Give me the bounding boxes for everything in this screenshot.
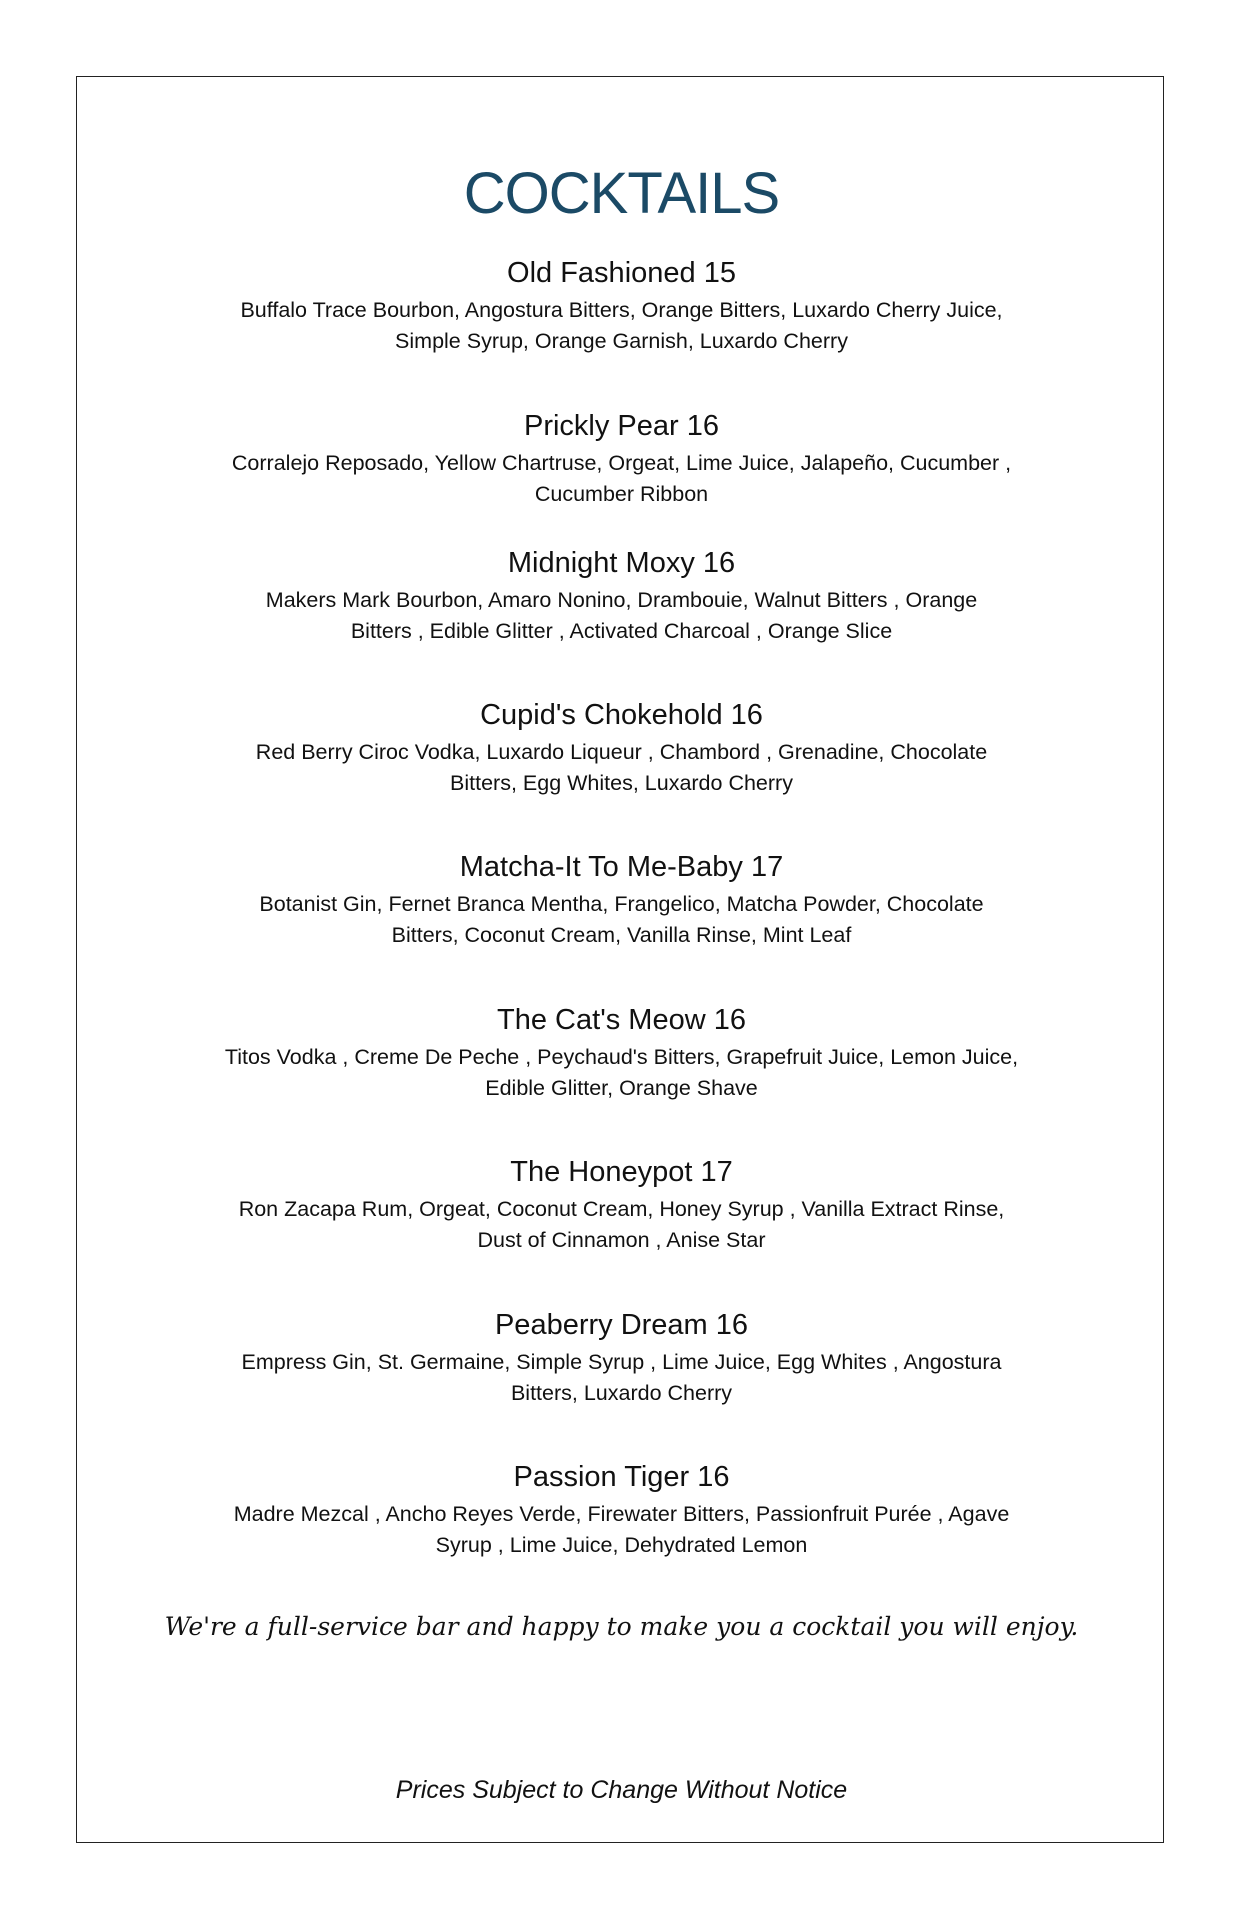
description-line: Simple Syrup, Orange Garnish, Luxardo Cherry xyxy=(395,329,848,353)
item-description xyxy=(150,1499,1093,1561)
item-name: Matcha-It To Me-Baby 17 xyxy=(459,851,784,883)
description-line: Titos Vodka , Creme De Peche , Peychaud's Bitters, Grapefruit Juice, Lemon Juice, xyxy=(224,1045,1019,1069)
description-line: Empress Gin, St. Germaine, Simple Syrup , Lime Juice, Egg Whites , Angostura xyxy=(241,1350,1002,1374)
description-line: Red Berry Ciroc Vodka, Luxardo Liqueur , Chambord , Grenadine, Chocolate xyxy=(255,740,988,764)
description-line: Syrup , Lime Juice, Dehydrated Lemon xyxy=(435,1533,808,1557)
prices-disclaimer: Prices Subject to Change Without Notice xyxy=(395,1776,848,1804)
description-line: Dust of Cinnamon , Anise Star xyxy=(477,1228,766,1252)
description-line: Bitters, Luxardo Cherry xyxy=(510,1381,733,1405)
item-description xyxy=(150,585,1093,647)
menu-item xyxy=(150,255,1093,357)
description-line: Cucumber Ribbon xyxy=(534,482,709,506)
item-name: Prickly Pear 16 xyxy=(523,410,719,442)
item-description xyxy=(150,737,1093,799)
full-service-note: We're a full-service bar and happy to make you a cocktail you will enjoy. xyxy=(164,1612,1079,1641)
menu-item xyxy=(150,849,1093,951)
description-line: Corralejo Reposado, Yellow Chartruse, Orgeat, Lime Juice, Jalapeño, Cucumber , xyxy=(231,451,1012,475)
item-description xyxy=(150,889,1093,951)
menu-item xyxy=(150,1307,1093,1409)
menu-item xyxy=(150,697,1093,799)
item-name: The Honeypot 17 xyxy=(510,1156,733,1188)
item-description xyxy=(150,1194,1093,1256)
description-line: Bitters, Coconut Cream, Vanilla Rinse, Mint Leaf xyxy=(391,923,852,947)
item-name: Midnight Moxy 16 xyxy=(507,547,736,579)
menu-title: COCKTAILS xyxy=(463,161,780,226)
description-line: Botanist Gin, Fernet Branca Mentha, Frangelico, Matcha Powder, Chocolate xyxy=(259,892,984,916)
menu-item xyxy=(150,1459,1093,1561)
item-name: Peaberry Dream 16 xyxy=(494,1309,749,1341)
item-description xyxy=(150,1042,1093,1104)
description-line: Bitters, Egg Whites, Luxardo Cherry xyxy=(450,771,793,795)
item-name: Passion Tiger 16 xyxy=(513,1461,730,1493)
item-description xyxy=(150,448,1093,510)
item-description xyxy=(150,1347,1093,1409)
description-line: Edible Glitter, Orange Shave xyxy=(485,1076,758,1100)
description-line: Bitters , Edible Glitter , Activated Charcoal , Orange Slice xyxy=(350,619,893,643)
description-line: Makers Mark Bourbon, Amaro Nonino, Drambouie, Walnut Bitters , Orange xyxy=(265,588,978,612)
menu-item xyxy=(150,1154,1093,1256)
item-name: Cupid's Chokehold 16 xyxy=(480,699,763,731)
description-line: Ron Zacapa Rum, Orgeat, Coconut Cream, Honey Syrup , Vanilla Extract Rinse, xyxy=(238,1197,1005,1221)
item-name: The Cat's Meow 16 xyxy=(497,1004,746,1036)
menu-item xyxy=(150,1002,1093,1104)
description-line: Madre Mezcal , Ancho Reyes Verde, Firewater Bitters, Passionfruit Purée , Agave xyxy=(233,1502,1010,1526)
menu-item xyxy=(150,545,1093,647)
item-description xyxy=(150,295,1093,357)
menu-item xyxy=(150,408,1093,510)
item-name: Old Fashioned 15 xyxy=(507,257,736,289)
description-line: Buffalo Trace Bourbon, Angostura Bitters, Orange Bitters, Luxardo Cherry Juice, xyxy=(240,298,1003,322)
